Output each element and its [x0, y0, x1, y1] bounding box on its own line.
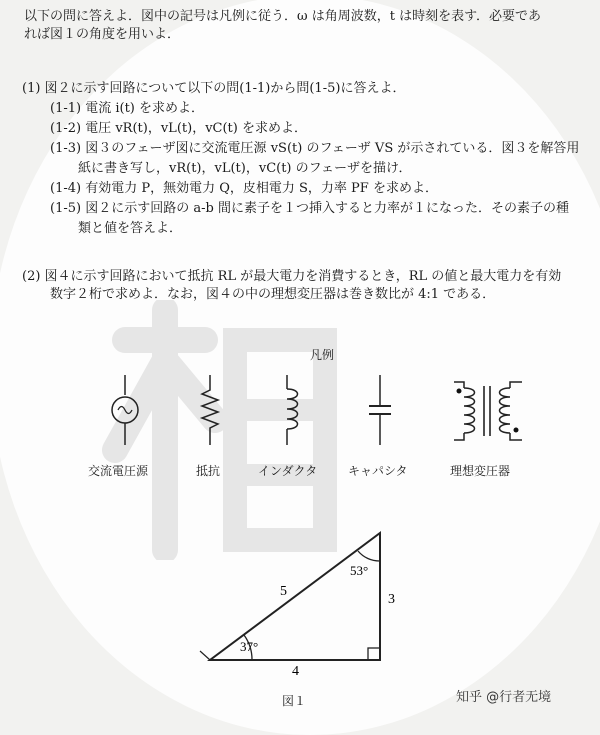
figure-1-caption: 図１ — [282, 694, 307, 708]
inductor-icon — [275, 375, 305, 445]
legend-label-capacitor: キャパシタ — [348, 464, 408, 478]
label-base: 4 — [292, 664, 299, 675]
q1-item: 紙に書き写し，vR(t)，vL(t)，vC(t) のフェーザを描け． — [78, 161, 412, 176]
ideal-transformer-icon — [452, 378, 524, 444]
q1-item: (1-1) 電流 i(t) を求めよ． — [50, 101, 205, 116]
q1-item: (1-2) 電圧 vR(t)，vL(t)，vC(t) を求めよ． — [50, 121, 307, 136]
label-hyp: 5 — [280, 584, 287, 599]
angle-left: 37° — [240, 639, 259, 654]
intro-line-1: 以下の問に答えよ．図中の記号は凡例に従う．ω は角周波数，t は時刻を表す．必要であ — [24, 9, 542, 24]
legend-label-transformer: 理想変圧器 — [450, 464, 511, 478]
intro-text — [24, 8, 541, 44]
legend-label-resistor: 抵抗 — [196, 464, 221, 478]
question-1 — [22, 80, 579, 240]
capacitor-icon — [365, 375, 395, 445]
question-2 — [22, 268, 561, 304]
label-vert: 3 — [388, 592, 395, 607]
legend-label-ac-source: 交流電圧源 — [88, 464, 149, 478]
ac-source-icon — [110, 375, 140, 445]
q1-item: (1-4) 有効電力 P，無効電力 Q，皮相電力 S，力率 PF を求めよ． — [50, 181, 438, 196]
q2-line-2: 数字２桁で求めよ．なお，図４の中の理想変圧器は巻き数比が 4:1 である． — [50, 287, 496, 302]
figure-1-triangle — [190, 525, 420, 675]
q1-title: (1) 図２に示す回路について以下の問(1-1)から問(1-5)に答えよ． — [22, 81, 406, 96]
legend-label-inductor: インダクタ — [258, 464, 318, 478]
legend-title: 凡例 — [310, 348, 335, 362]
angle-top: 53° — [350, 563, 369, 578]
q1-item: 類と値を答えよ． — [78, 221, 183, 236]
q1-item: (1-3) 図３のフェーザ図に交流電圧源 vS(t) のフェーザ VS が示されている．図３を解答用 — [50, 141, 580, 156]
resistor-icon — [198, 375, 222, 445]
q1-item: (1-5) 図２に示す回路の a-b 間に素子を１つ挿入すると力率が１になった．その素子の種 — [50, 201, 569, 216]
intro-line-2: れば図１の角度を用いよ． — [24, 27, 181, 42]
watermark-brand: 知乎 @行者无境 — [456, 690, 552, 705]
q2-line-1: (2) 図４に示す回路において抵抗 RL が最大電力を消費するとき，RL の値と最大電力を有効 — [22, 269, 562, 284]
